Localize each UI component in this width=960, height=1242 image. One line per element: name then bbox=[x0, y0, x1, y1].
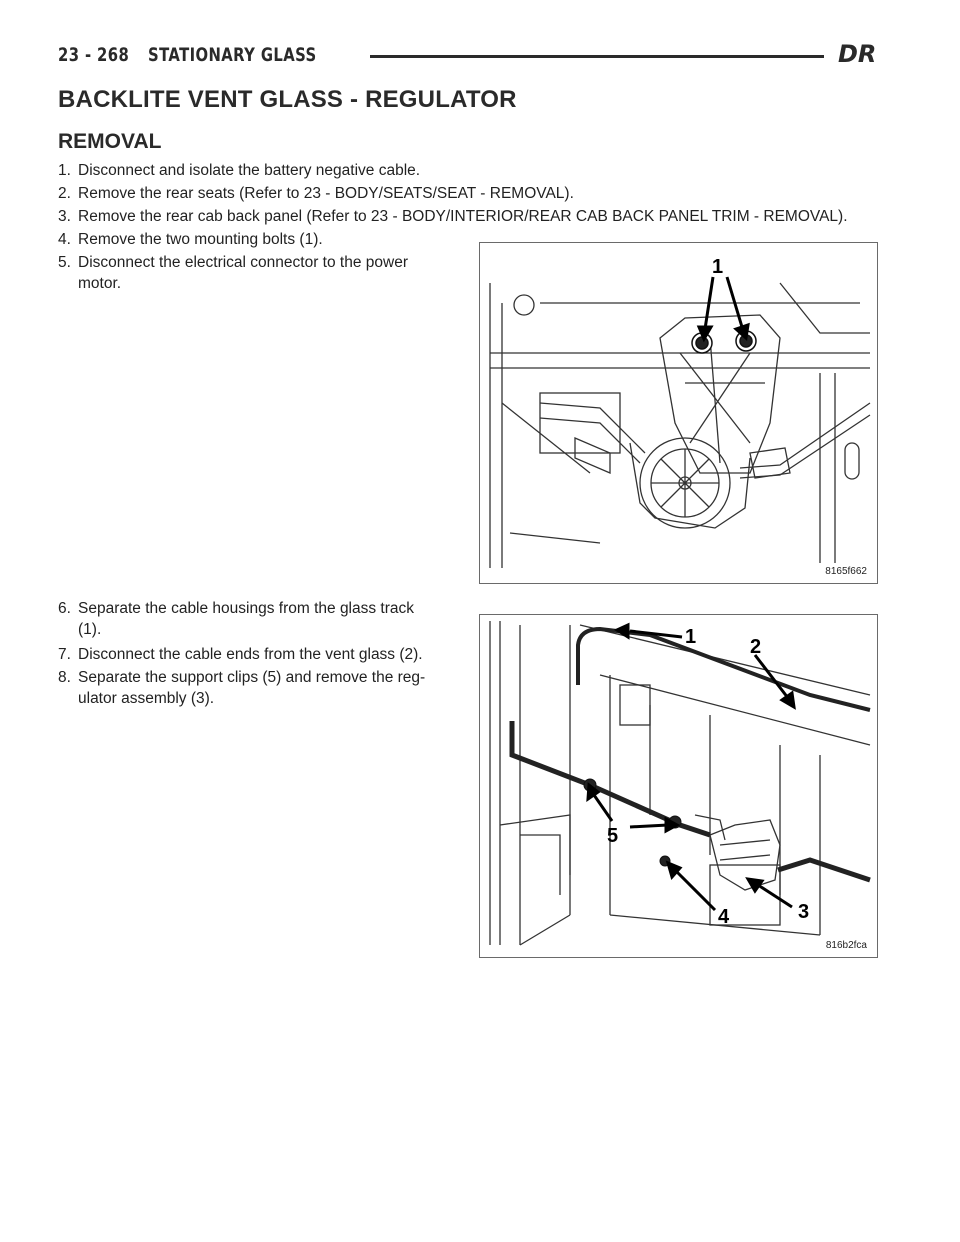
section-heading: REMOVAL bbox=[58, 130, 162, 153]
step-2: 2. Remove the rear seats (Refer to 23 - BODY/SEATS/SEAT - REMOVAL). bbox=[58, 185, 574, 202]
regulator-assembly-illustration bbox=[480, 615, 877, 957]
step-5: 5. Disconnect the electrical connector to the power motor. bbox=[58, 254, 408, 292]
step-7: 7. Disconnect the cable ends from the vent glass (2). bbox=[58, 646, 423, 663]
page-title: BACKLITE VENT GLASS - REGULATOR bbox=[58, 86, 517, 113]
page-header bbox=[58, 40, 878, 74]
callout-5: 5 bbox=[607, 825, 619, 847]
mounting-bolts-illustration bbox=[480, 243, 877, 583]
section-title: STATIONARY GLASS bbox=[148, 44, 317, 66]
callout-4: 4 bbox=[718, 906, 730, 928]
step-8: 8. Separate the support clips (5) and remove the reg- ulator assembly (3). bbox=[58, 669, 426, 707]
callout-leaders bbox=[588, 625, 794, 910]
step-6: 6. Separate the cable housings from the glass track (1). bbox=[58, 600, 415, 638]
step-4: 4. Remove the two mounting bolts (1). bbox=[58, 231, 323, 248]
figure-regulator-assembly bbox=[479, 614, 878, 958]
figure-mounting-bolts bbox=[479, 242, 878, 584]
callout-1-leaders bbox=[699, 277, 748, 339]
step-3: 3. Remove the rear cab back panel (Refer to 23 - BODY/INTERIOR/REAR CAB BACK PANEL TRIM - REMOVAL). bbox=[58, 208, 848, 225]
callout-2: 2 bbox=[750, 636, 762, 658]
model-code: DR bbox=[838, 40, 877, 68]
callout-1: 1 bbox=[712, 256, 724, 278]
callout-3: 3 bbox=[798, 901, 810, 923]
callout-1: 1 bbox=[685, 626, 697, 648]
step-1: 1. Disconnect and isolate the battery negative cable. bbox=[58, 162, 421, 179]
page-number: 23 - 268 bbox=[58, 44, 130, 66]
header-rule bbox=[370, 55, 824, 58]
figure-id: 816b2fca bbox=[825, 940, 867, 951]
figure-id: 8165f662 bbox=[825, 566, 867, 577]
